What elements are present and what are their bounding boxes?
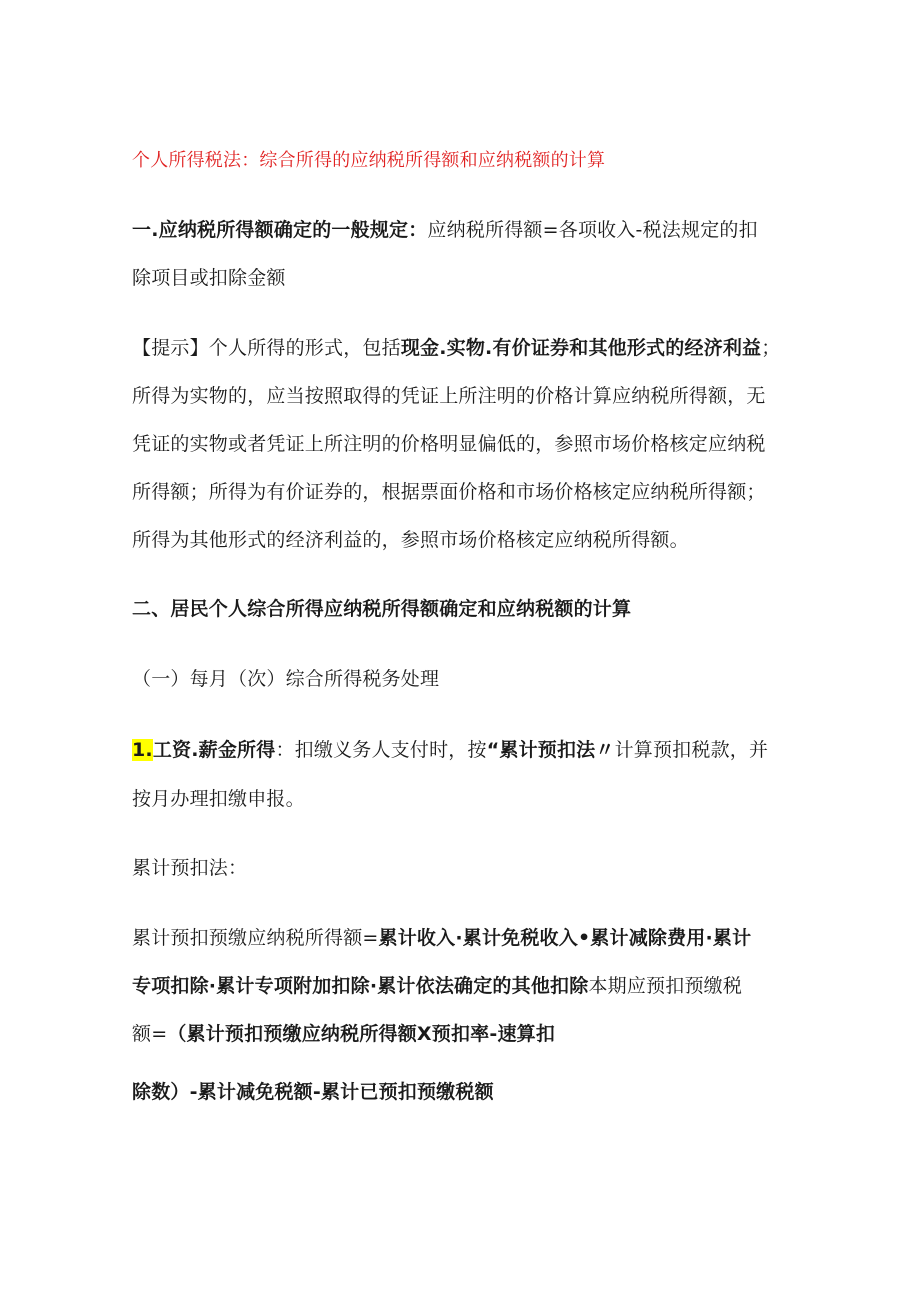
section-1-line-2: 除项目或扣除金额 [132, 267, 286, 289]
item-1-line-2: 按月办理扣缴申报。 [132, 788, 305, 810]
section-1-text: 应纳税所得额=各项收入-税法规定的扣 [427, 219, 758, 241]
tip-line-4: 所得额；所得为有价证券的，根据票面价格和市场价格核定应纳税所得额； [132, 481, 766, 503]
formula-4-bold: 除数）-累计减免税额-累计已预扣预缴税额 [132, 1081, 494, 1103]
item-1-text-1: 扣缴义务人支付时，按 [294, 739, 487, 761]
formula-2-normal: 本期应预扣预缴税 [588, 975, 743, 997]
formula-line-2 [132, 971, 802, 1001]
section-1-heading: 一.应纳税所得额确定的一般规定： [132, 219, 428, 241]
item-1-colon: ： [275, 739, 295, 761]
section-2-heading-text: 二、居民个人综合所得应纳税所得额确定和应纳税额的计算 [132, 598, 632, 620]
section-2-subheading: （一）每月（次）综合所得税务处理 [132, 668, 440, 690]
item-1-label: 工资.薪金所得 [152, 739, 276, 761]
method-label: 累计预扣法： [132, 857, 248, 879]
formula-line-4 [132, 1077, 802, 1107]
tip-line-5: 所得为其他形式的经济利益的，参照市场价格核定应纳税所得额。 [132, 529, 689, 551]
section-1-line-1 [132, 215, 802, 245]
tip-line-3: 凭证的实物或者凭证上所注明的价格明显偏低的，参照市场价格核定应纳税 [132, 433, 766, 455]
formula-3-bold: （累计预扣预缴应纳税所得额X预扣率-速算扣 [167, 1023, 556, 1045]
formula-1-bold: 累计收入·累计免税收入•累计减除费用·累计 [378, 927, 752, 949]
item-1-line-1 [132, 735, 802, 765]
item-1-method-quote: “累计预扣法〃 [486, 739, 615, 761]
document-title: 个人所得税法：综合所得的应纳税所得额和应纳税额的计算 [132, 150, 606, 171]
tip-punct: ； [761, 337, 781, 359]
item-1-text-2: 计算预扣税款，并 [614, 739, 769, 761]
tip-line-2: 所得为实物的，应当按照取得的凭证上所注明的价格计算应纳税所得额，无 [132, 385, 766, 407]
formula-3-normal: 额= [132, 1023, 168, 1045]
formula-line-3 [132, 1019, 802, 1049]
tip-bold-forms: 现金.实物.有价证券和其他形式的经济利益 [400, 337, 762, 359]
tip-label: 【提示】个人所得的形式，包括 [132, 337, 401, 359]
item-1-number: 1. [132, 739, 153, 761]
formula-1-normal: 累计预扣预缴应纳税所得额= [132, 927, 379, 949]
tip-line-1 [132, 333, 802, 363]
section-2-heading [132, 594, 802, 624]
formula-2-bold: 专项扣除·累计专项附加扣除·累计依法确定的其他扣除 [132, 975, 589, 997]
formula-line-1 [132, 923, 802, 953]
